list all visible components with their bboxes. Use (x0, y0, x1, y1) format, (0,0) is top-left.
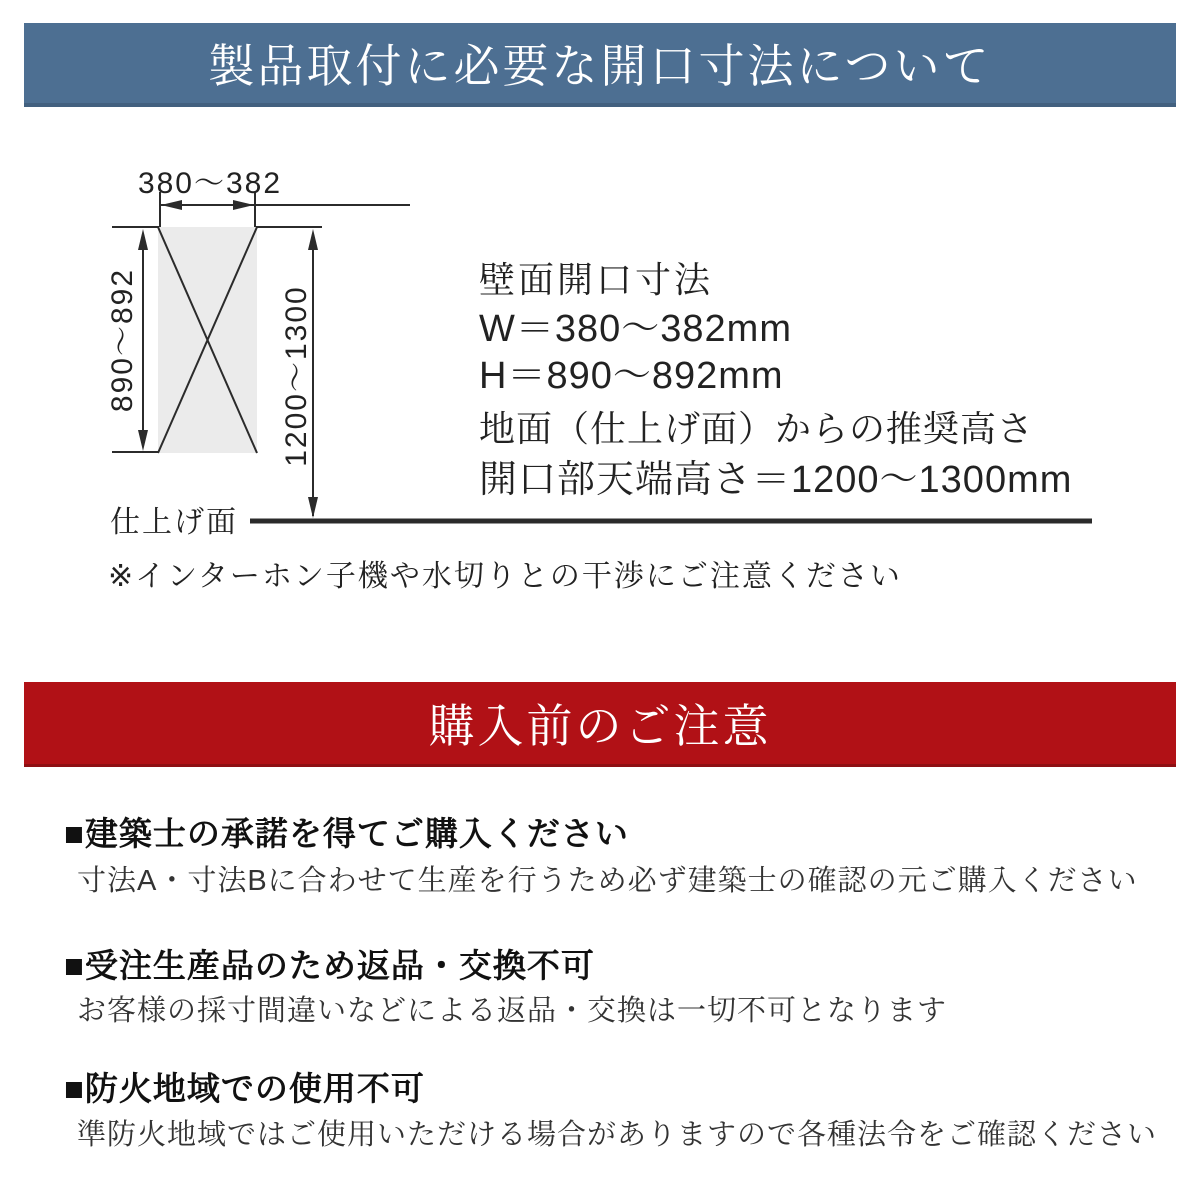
caution-no-return-heading: ■受注生産品のため返品・交換不可 (64, 947, 595, 984)
interference-note: ※インターホン子機や水切りとの干渉にご注意ください (108, 560, 902, 593)
caution-fire-area-body: 準防火地域ではご使用いただける場合がありますので各種法令をご確認ください (77, 1119, 1158, 1151)
wall-opening-title: 壁面開口寸法 (479, 259, 714, 300)
caution-fire-area-heading: ■防火地域での使用不可 (64, 1070, 425, 1107)
recommended-height-title: 地面（仕上げ面）からの推奨高さ (479, 408, 1035, 449)
caution-architect-body: 寸法A・寸法Bに合わせて生産を行うため必ず建築士の確認の元ご購入ください (77, 865, 1138, 897)
purchase-notice-banner (24, 682, 1176, 767)
page-title: 製品取付に必要な開口寸法について (208, 40, 992, 92)
purchase-notice-title: 購入前のご注意 (428, 700, 772, 752)
wall-opening-height: H＝890～892mm (479, 355, 784, 397)
height-arrow-up (138, 229, 148, 250)
width-dimension-label: 380～382 (137, 167, 283, 200)
recommended-height-value: 開口部天端高さ＝1200～1300mm (479, 459, 1073, 501)
height-dimension-label: 890～892 (106, 267, 139, 413)
caution-no-return-body: お客様の採寸間違いなどによる返品・交換は一切不可となります (77, 995, 948, 1027)
wall-opening-width: W＝380～382mm (479, 308, 792, 350)
finished-surface-label: 仕上げ面 (110, 506, 238, 539)
install-height-dimension-label: 1200～1300 (280, 285, 313, 467)
height-arrow-down (138, 430, 148, 451)
caution-architect-heading: ■建築士の承諾を得てご購入ください (64, 815, 629, 852)
